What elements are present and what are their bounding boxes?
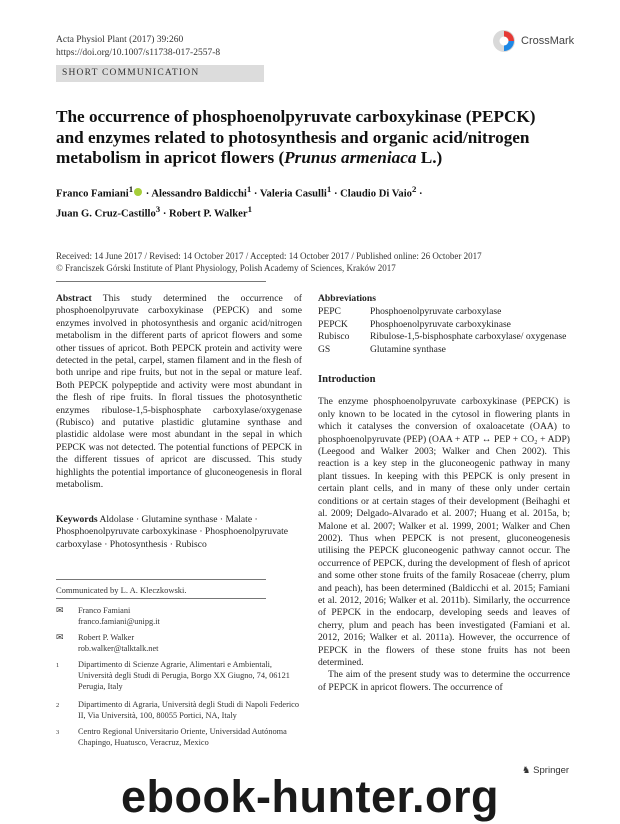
abbreviations-title: Abbreviations (318, 293, 376, 304)
springer-horse-icon: ♞ (522, 765, 531, 776)
contact-email[interactable]: franco.famiani@unipg.it (78, 617, 160, 626)
contact-name: Robert P. Walker (78, 633, 135, 642)
abstract-text: This study determined the occurrence of phosphoenolpyruvate carboxykinase (PEPCK) and some enzymes involved in photosynthesis and organic acid/nitrogen metabolism in the different parts of apricot flowers and some other tissues of apricot. Both PEPCK protein and activity were detected in the petal, carpel, stamen filament and in the flesh of both unripe and ripe fruits, but not in the sepal or mature leaf. Both PEPCK polypeptide and activity were most abundant in the flesh of ripe fruits. In floral tissues the photosynthetic enzymes ribulose-1,5-bisphosphate carboxylase/oxygenase (Rubisco) and putative plastidic glutamine synthase and plastidic aldolase were most abundant in the sepal in which PEPCK was not detected. The potential functions of PEPCK in the different tissues of apricot are discussed. This study highlights the potential importance of gluconeogenesis in floral metabolism. (56, 293, 302, 491)
communicated-by: Communicated by L. A. Kleczkowski. (56, 585, 187, 595)
divider (56, 579, 266, 580)
abbreviation-row: PEPCK Phosphoenolpyruvate carboxykinase (318, 318, 511, 330)
abbreviation-row: PEPC Phosphoenolpyruvate carboxylase (318, 306, 502, 318)
affiliation (56, 726, 302, 748)
section-heading: Introduction (318, 374, 376, 386)
contact-entry (56, 632, 302, 654)
paragraph: The aim of the present study was to determine the occurrence of PEPCK in apricot flowers. The occurrence of (318, 669, 570, 693)
divider (56, 598, 266, 599)
orcid-icon[interactable] (134, 188, 142, 196)
affiliation-number: 2 (56, 702, 60, 709)
crossmark-label: CrossMark (521, 35, 575, 47)
author-name[interactable]: · Valeria Casulli (251, 188, 327, 200)
author-name[interactable]: · Claudio Di Vaio (331, 188, 412, 200)
contact-email[interactable]: rob.walker@talktalk.net (78, 644, 159, 653)
section-label: SHORT COMMUNICATION (56, 65, 264, 82)
abstract-label: Abstract (56, 293, 92, 304)
keywords (56, 514, 302, 551)
author-name[interactable]: · Robert P. Walker (160, 208, 248, 220)
journal-citation: Acta Physiol Plant (2017) 39:260 (56, 35, 184, 45)
introduction-body (318, 396, 570, 694)
abbreviations (318, 293, 570, 356)
envelope-icon: ✉ (56, 605, 64, 615)
abbreviation-row: GS Glutamine synthase (318, 343, 446, 355)
affiliation-text: Dipartimento di Scienze Agrarie, Alimentari e Ambientali, Università degli Studi di Perugia, Borgo XX Giugno, 74, 06121 Perugia, Italy (78, 660, 290, 691)
divider (56, 281, 266, 282)
author-list: Franco Famiani$^1$ · Alessandro Baldicchi$^1$ · Valeria Casulli$^1$ · Claudio Di Vaio$^2$ · Juan G. Cruz-Castillo$^3$ · Robert P. Walker$^1$ (56, 184, 423, 220)
doi-link[interactable]: https://doi.org/10.1007/s11738-017-2557-8 (56, 48, 221, 58)
abstract (56, 293, 302, 492)
author-name[interactable]: · Alessandro Baldicchi (143, 188, 247, 200)
author-name[interactable]: Franco Famiani (56, 188, 129, 200)
abbreviation-row: Rubisco Ribulose-1,5-bisphosphate carboxylase/ oxygenase (318, 331, 567, 343)
affiliation-number: 3 (56, 729, 60, 736)
right-column (318, 293, 570, 694)
affiliation-text: Centro Regional Universitario Oriente, Universidad Autónoma Chapingo, Huatusco, Veracruz, Mexico (78, 727, 287, 747)
envelope-icon: ✉ (56, 632, 64, 642)
crossmark-icon (492, 29, 516, 53)
title-line: The occurrence of phosphoenolpyruvate carboxykinase (PEPCK) (56, 107, 536, 126)
publisher-logo: ♞ Springer (522, 765, 570, 776)
affiliation (56, 659, 302, 692)
paragraph: The enzyme phosphoenolpyruvate carboxykinase (PEPCK) is only known to be located in the cytosol in flowering plants in which it catalyses the conversion of oxaloacetate (OAA) to phosphoenolpyruvate (PEP) (OAA + ATP ↔ PEP + CO₂ + ADP) (Leegood and Walker 2003; Walker and Chen 2002). This reaction is a key step in the gluconeogenic pathway in many plant tissues. In keeping with this PEPCK is only present in certain plant cells, and in many of these only under certain conditions or at certain stages of their development (Beihaghi et al. 2009; Delgado-Alvarado et al. 2007; Huang et al. 2015a, b; Malone et al. 2007; Walker et al. 1999, 2001; Walker and Chen 2002). Thus when PEPCK is not present, gluconeogenesis utilising the PEPCK gluconeogenic pathway cannot occur. The occurrence of PEPCK, during the development of flesh of apricot and some other stone fruits of the family Rosaceae (cherry, plum and peach), has been determined (Baldicchi et al. 2015; Famiani et al. 2012, 2016; Walker et al. 2011b). Similarly, the occurrence of PEPCK in the endocarp, developing seeds and leaves of cherry, plum and peach has been investigated (Famiani et al. 2012, 2016; Walker et al. 2011a). However, the occurrence of PEPCK in the flowers of these stone fruits has not been determined. (318, 396, 570, 668)
species-name: Prunus armeniaca (284, 148, 417, 167)
author-name[interactable]: Juan G. Cruz-Castillo (56, 208, 156, 220)
affiliation-text: Dipartimento di Agraria, Università degli Studi di Napoli Federico II, Via Università, 100, 80055 Portici, NA, Italy (78, 700, 299, 720)
copyright-line: © Franciszek Górski Institute of Plant Physiology, Polish Academy of Sciences, Kraków 2017 (56, 262, 396, 273)
contact-name: Franco Famiani (78, 606, 131, 615)
title-line: metabolism in apricot flowers (Prunus armeniaca L.) (56, 148, 443, 167)
affiliation (56, 699, 302, 721)
affiliation-number: 1 (56, 662, 60, 669)
watermark: ebook-hunter.org (121, 771, 499, 822)
article-title (56, 107, 571, 169)
journal-header (56, 34, 220, 60)
crossmark-badge[interactable] (492, 26, 592, 56)
title-line: and enzymes related to photosynthesis and organic acid/nitrogen (56, 127, 530, 147)
contact-entry (56, 605, 302, 627)
keywords-label: Keywords (56, 514, 98, 525)
history-dates: Received: 14 June 2017 / Revised: 14 October 2017 / Accepted: 14 October 2017 / Published online: 26 October 2017 (56, 251, 482, 261)
publication-dates (56, 251, 571, 274)
keywords-text: Aldolase · Glutamine synthase · Malate · Phosphoenolpyruvate carboxykinase · Phosphoenolpyruvate carboxylase · Photosynthesis · Rubisco (56, 514, 289, 550)
